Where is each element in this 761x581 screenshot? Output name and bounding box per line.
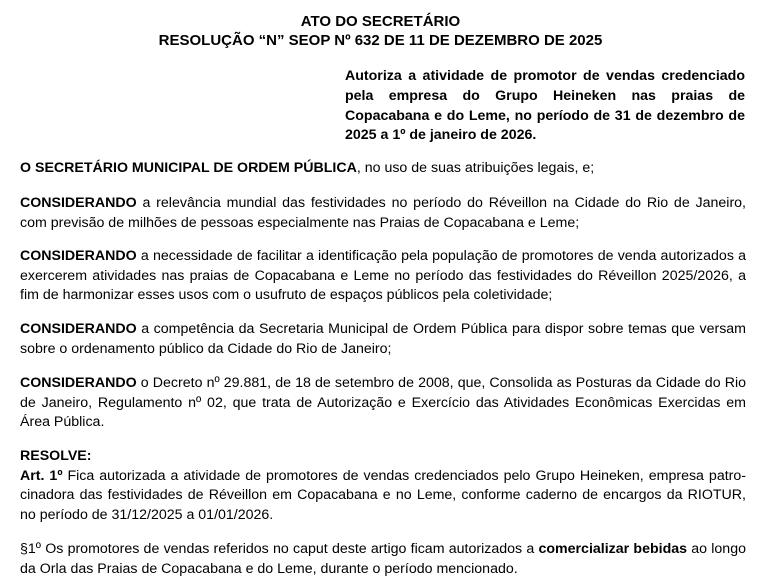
considerando-1 [20, 194, 746, 233]
article-label: Art. 1º [20, 467, 63, 484]
paragraph-text-after: ao longo da Orla das Praias de Copacabana e do Leme, durante o período mencionado. [20, 541, 746, 577]
considerando-3 [20, 320, 746, 359]
considerando-text: a competência da Secretaria Municipal de Ordem Pública para dispor sobre temas que versam sobre o ordenamento público da Cidade do Rio de Janeiro; [20, 321, 746, 357]
resolve-section [20, 447, 746, 525]
paragraph-1 [20, 540, 746, 579]
considerando-keyword: CONSIDERANDO [20, 248, 137, 264]
considerando-keyword: CONSIDERANDO [20, 321, 137, 337]
considerando-text: a relevância mundial das festividades no período do Réveillon na Cidade do Rio de Janeiro, com previsão de milhões de pessoas especialmente nas Praias de Copacabana e Leme; [20, 195, 746, 231]
resolve-heading: RESOLVE: [20, 448, 92, 464]
preamble-text: , no uso de suas atribuições legais, e; [356, 160, 595, 176]
considerando-keyword: CONSIDERANDO [20, 195, 137, 211]
paragraph-bold-text: comercializar bebidas [538, 541, 688, 557]
preamble-authority: O SECRETÁRIO MUNICIPAL DE ORDEM PÚBLICA [20, 160, 357, 176]
considerando-text: o Decreto nº 29.881, de 18 de setembro de 2008, que, Consolida as Posturas da Cidade do Rio de Janeiro, Regulamento nº 02, que trata de Autorização e Exercício das Atividades Econômicas Exercidas em Área Pública. [20, 375, 746, 431]
document-title: ATO DO SECRETÁRIO [300, 13, 461, 30]
considerando-2 [20, 247, 746, 306]
considerando-keyword: CONSIDERANDO [20, 375, 137, 391]
preamble [20, 159, 746, 179]
resolution-number: RESOLUÇÃO “N” SEOP Nº 632 DE 11 DE DEZEMBRO DE 2025 [158, 32, 603, 49]
paragraph-label: §1º [20, 541, 41, 557]
article-text: Fica autorizada a atividade de promotores de vendas credenciados pelo Grupo Heineken, empresa patro-cinadora das festividades de Réveillon em Copacabana e no Leme, conforme caderno de encargos da RIOTUR, no período de 31/12/2025 a 01/01/2026. [20, 467, 746, 523]
considerando-4 [20, 374, 746, 433]
considerando-text: a necessidade de facilitar a identificação pela população de promotores de venda autorizados a exercerem atividades nas praias de Copacabana e Leme no período das festividades do Réveillon 2025/2026, a fim de harmonizar esses usos com o usufruto de espaços públicos pela coletividade; [20, 248, 746, 304]
ementa-summary: Autoriza a atividade de promotor de vendas credenciado pela empresa do Grupo Heineken nas praias de Copacabana e do Leme, no período de 31 de dezembro de 2025 a 1º de janeiro de 2026. [345, 68, 745, 144]
article-1 [20, 467, 746, 526]
paragraph-text-before: Os promotores de vendas referidos no caput deste artigo ficam autorizados a [40, 541, 539, 557]
